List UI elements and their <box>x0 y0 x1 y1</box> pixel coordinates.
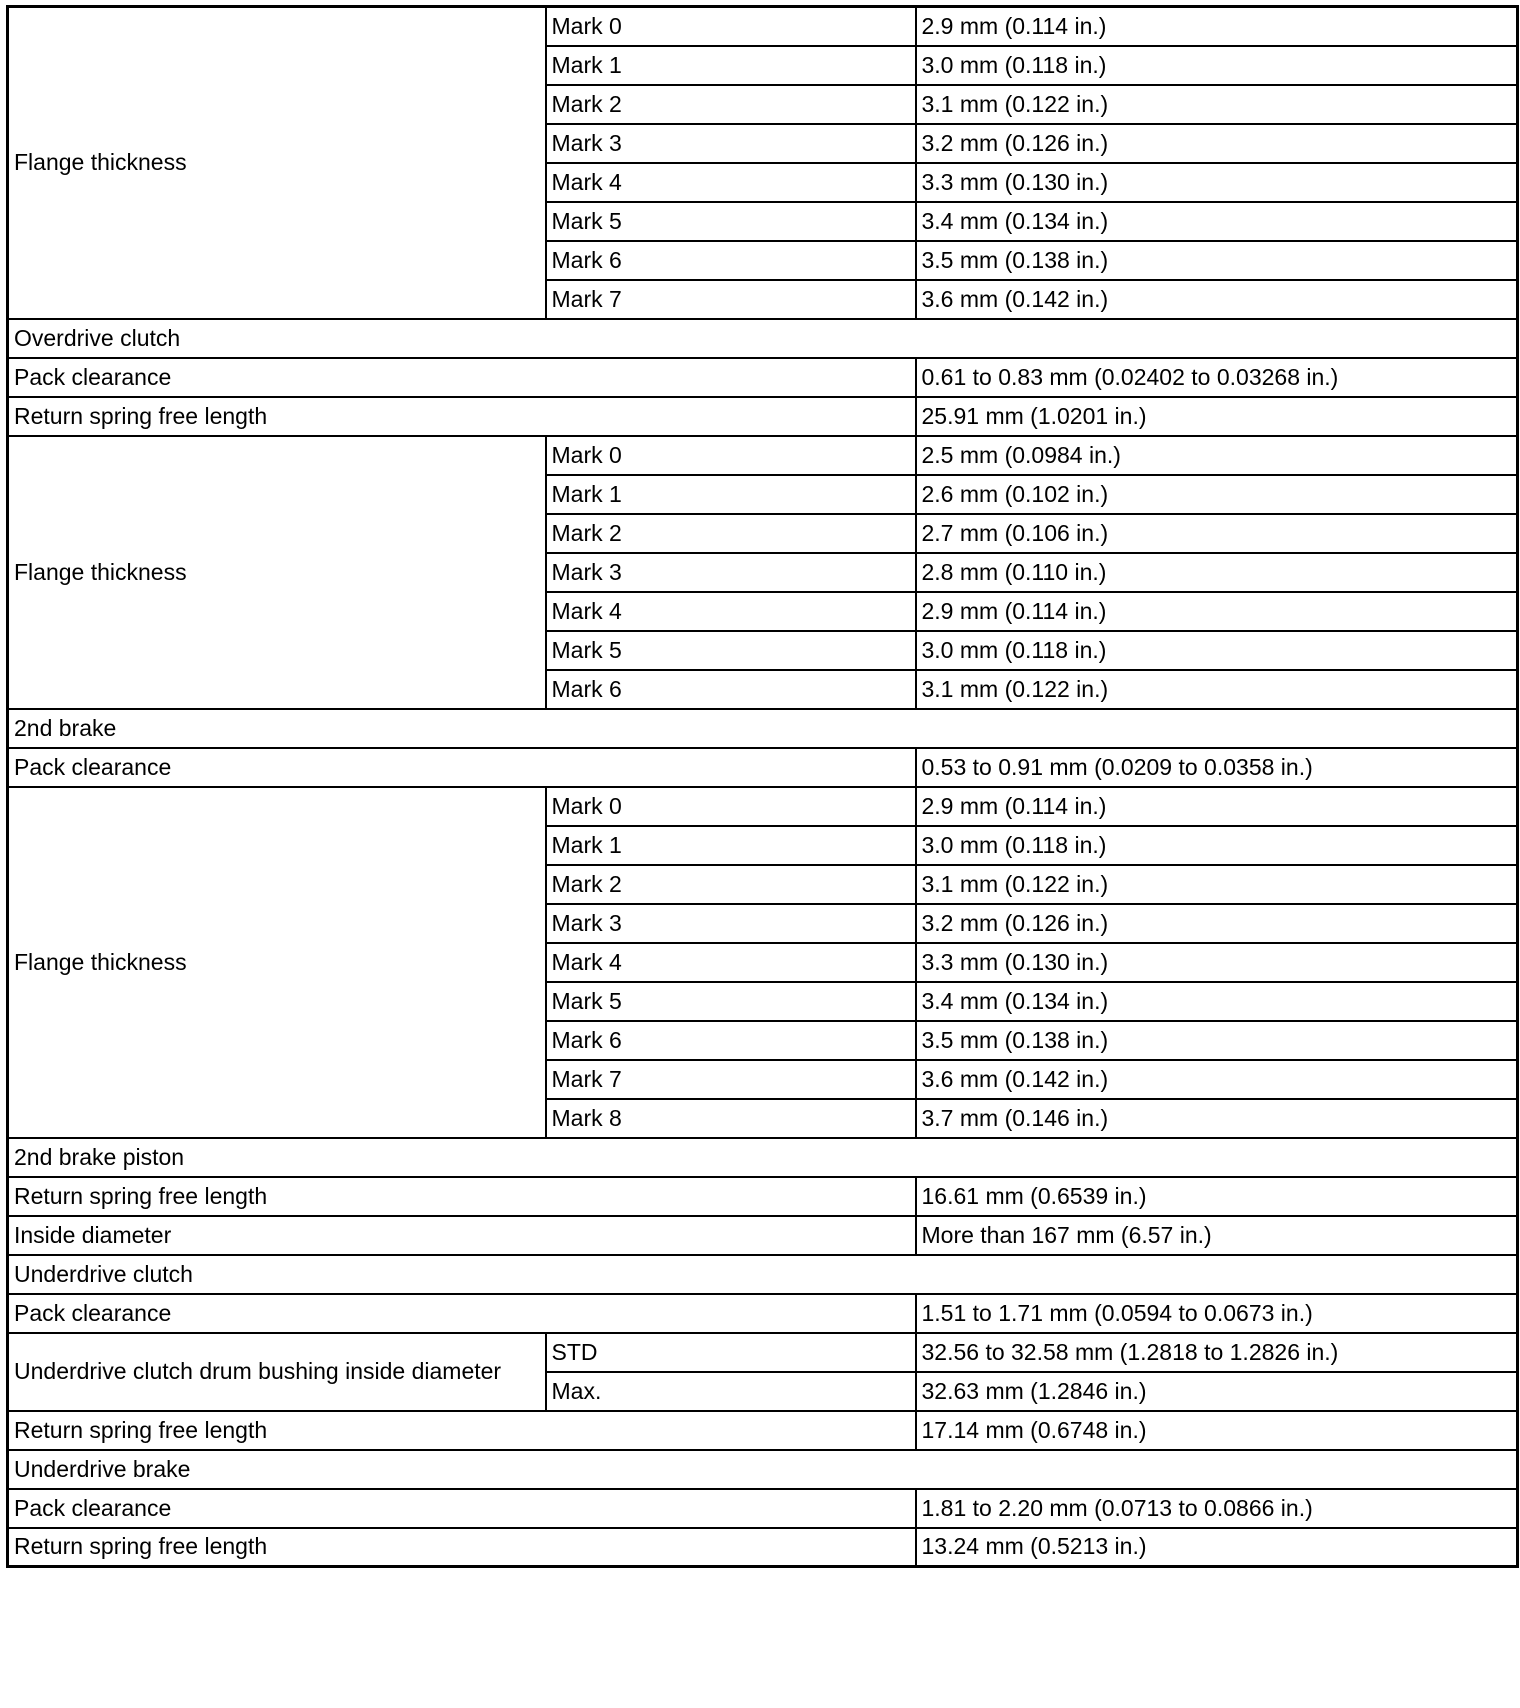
mark-value: 3.7 mm (0.146 in.) <box>916 1099 1518 1138</box>
spec-row <box>8 397 1518 436</box>
mark-label: Mark 2 <box>546 514 916 553</box>
section-heading: Overdrive clutch <box>8 319 1518 358</box>
section-row <box>8 1138 1518 1177</box>
mark-label: Mark 5 <box>546 982 916 1021</box>
mark-label: Mark 6 <box>546 670 916 709</box>
spec-label: Inside diameter <box>8 1216 916 1255</box>
spec-value: 25.91 mm (1.0201 in.) <box>916 397 1518 436</box>
section-heading: Underdrive clutch <box>8 1255 1518 1294</box>
spec-label: Underdrive clutch drum bushing inside diameter <box>8 1333 546 1411</box>
spec-value: 0.53 to 0.91 mm (0.0209 to 0.0358 in.) <box>916 748 1518 787</box>
mark-label: Mark 8 <box>546 1099 916 1138</box>
mark-value: 3.5 mm (0.138 in.) <box>916 241 1518 280</box>
mark-value: 3.0 mm (0.118 in.) <box>916 46 1518 85</box>
mark-value: 3.0 mm (0.118 in.) <box>916 631 1518 670</box>
mark-value: 3.4 mm (0.134 in.) <box>916 202 1518 241</box>
mark-label: Mark 2 <box>546 85 916 124</box>
section-heading: 2nd brake piston <box>8 1138 1518 1177</box>
mark-value: 2.9 mm (0.114 in.) <box>916 592 1518 631</box>
mark-value: 3.5 mm (0.138 in.) <box>916 1021 1518 1060</box>
section-row <box>8 1255 1518 1294</box>
spec-value: 1.51 to 1.71 mm (0.0594 to 0.0673 in.) <box>916 1294 1518 1333</box>
mark-label: Mark 6 <box>546 1021 916 1060</box>
mark-value: 2.9 mm (0.114 in.) <box>916 7 1518 46</box>
spec-label: Flange thickness <box>8 787 546 1138</box>
section-row <box>8 709 1518 748</box>
spec-label: Flange thickness <box>8 436 546 709</box>
spec-table-body <box>8 7 1518 1567</box>
mark-label: Mark 5 <box>546 202 916 241</box>
spec-label: Pack clearance <box>8 358 916 397</box>
mark-label: Mark 0 <box>546 436 916 475</box>
mark-row <box>8 787 1518 826</box>
mark-value: 2.9 mm (0.114 in.) <box>916 787 1518 826</box>
mark-value: 3.1 mm (0.122 in.) <box>916 85 1518 124</box>
mark-value: 32.63 mm (1.2846 in.) <box>916 1372 1518 1411</box>
mark-row <box>8 7 1518 46</box>
mark-label: Max. <box>546 1372 916 1411</box>
section-row <box>8 319 1518 358</box>
section-heading: Underdrive brake <box>8 1450 1518 1489</box>
mark-value: 3.6 mm (0.142 in.) <box>916 280 1518 319</box>
mark-label: Mark 1 <box>546 475 916 514</box>
mark-label: Mark 4 <box>546 943 916 982</box>
section-heading: 2nd brake <box>8 709 1518 748</box>
mark-label: Mark 0 <box>546 7 916 46</box>
mark-label: Mark 4 <box>546 163 916 202</box>
mark-value: 3.3 mm (0.130 in.) <box>916 163 1518 202</box>
mark-value: 3.1 mm (0.122 in.) <box>916 865 1518 904</box>
spec-row <box>8 748 1518 787</box>
spec-row <box>8 1528 1518 1567</box>
spec-label: Flange thickness <box>8 7 546 319</box>
mark-label: Mark 3 <box>546 124 916 163</box>
spec-label: Pack clearance <box>8 1489 916 1528</box>
spec-label: Return spring free length <box>8 1528 916 1567</box>
spec-row <box>8 1294 1518 1333</box>
spec-row <box>8 1489 1518 1528</box>
mark-label: Mark 1 <box>546 826 916 865</box>
mark-value: 3.4 mm (0.134 in.) <box>916 982 1518 1021</box>
spec-row <box>8 1177 1518 1216</box>
mark-label: Mark 4 <box>546 592 916 631</box>
mark-row <box>8 1333 1518 1372</box>
mark-value: 3.3 mm (0.130 in.) <box>916 943 1518 982</box>
spec-value: More than 167 mm (6.57 in.) <box>916 1216 1518 1255</box>
section-row <box>8 1450 1518 1489</box>
mark-label: Mark 3 <box>546 553 916 592</box>
mark-label: Mark 3 <box>546 904 916 943</box>
mark-value: 2.5 mm (0.0984 in.) <box>916 436 1518 475</box>
mark-label: Mark 1 <box>546 46 916 85</box>
spec-label: Return spring free length <box>8 1177 916 1216</box>
mark-value: 3.2 mm (0.126 in.) <box>916 904 1518 943</box>
spec-value: 13.24 mm (0.5213 in.) <box>916 1528 1518 1567</box>
spec-label: Pack clearance <box>8 1294 916 1333</box>
mark-value: 3.1 mm (0.122 in.) <box>916 670 1518 709</box>
spec-value: 16.61 mm (0.6539 in.) <box>916 1177 1518 1216</box>
mark-row <box>8 436 1518 475</box>
spec-value: 0.61 to 0.83 mm (0.02402 to 0.03268 in.) <box>916 358 1518 397</box>
spec-label: Pack clearance <box>8 748 916 787</box>
mark-label: Mark 7 <box>546 1060 916 1099</box>
spec-label: Return spring free length <box>8 397 916 436</box>
spec-row <box>8 1216 1518 1255</box>
mark-value: 32.56 to 32.58 mm (1.2818 to 1.2826 in.) <box>916 1333 1518 1372</box>
mark-label: Mark 6 <box>546 241 916 280</box>
mark-label: Mark 2 <box>546 865 916 904</box>
spec-row <box>8 358 1518 397</box>
spec-value: 1.81 to 2.20 mm (0.0713 to 0.0866 in.) <box>916 1489 1518 1528</box>
mark-value: 2.8 mm (0.110 in.) <box>916 553 1518 592</box>
mark-value: 3.2 mm (0.126 in.) <box>916 124 1518 163</box>
mark-value: 3.0 mm (0.118 in.) <box>916 826 1518 865</box>
spec-value: 17.14 mm (0.6748 in.) <box>916 1411 1518 1450</box>
mark-value: 2.6 mm (0.102 in.) <box>916 475 1518 514</box>
mark-label: Mark 0 <box>546 787 916 826</box>
spec-table <box>6 5 1519 1568</box>
mark-label: STD <box>546 1333 916 1372</box>
mark-value: 2.7 mm (0.106 in.) <box>916 514 1518 553</box>
mark-label: Mark 7 <box>546 280 916 319</box>
mark-value: 3.6 mm (0.142 in.) <box>916 1060 1518 1099</box>
mark-label: Mark 5 <box>546 631 916 670</box>
spec-row <box>8 1411 1518 1450</box>
spec-label: Return spring free length <box>8 1411 916 1450</box>
